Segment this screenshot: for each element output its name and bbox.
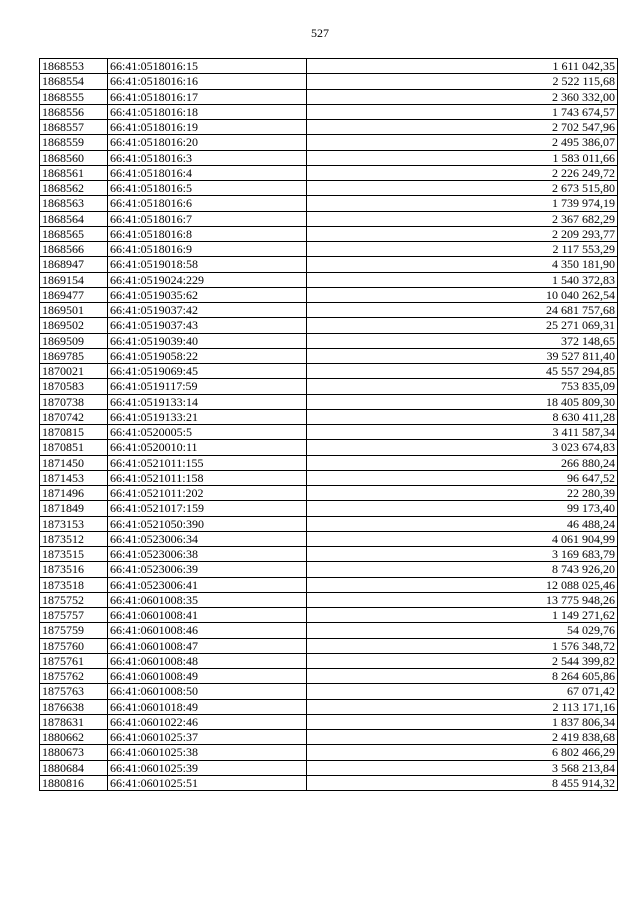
cadastral-number-cell: 66:41:0518016:16 [108,74,307,89]
table-row [40,562,618,577]
cadastral-number-cell: 66:41:0601025:37 [108,730,307,745]
cadastral-number-cell: 66:41:0518016:17 [108,89,307,104]
cadastral-number-cell: 66:41:0518016:5 [108,181,307,196]
record-id-cell: 1870815 [40,425,108,440]
record-id-cell: 1869509 [40,333,108,348]
record-id-cell: 1873516 [40,562,108,577]
table-row [40,409,618,424]
cadastral-value-cell: 2 226 249,72 [307,165,618,180]
cadastral-value-cell: 2 419 838,68 [307,730,618,745]
record-id-cell: 1868555 [40,89,108,104]
cadastral-number-cell: 66:41:0521050:390 [108,516,307,531]
record-id-cell: 1868560 [40,150,108,165]
record-id-cell: 1868561 [40,165,108,180]
record-id-cell: 1869477 [40,287,108,302]
cadastral-number-cell: 66:41:0521011:202 [108,486,307,501]
cadastral-number-cell: 66:41:0523006:34 [108,531,307,546]
cadastral-value-cell: 8 264 605,86 [307,669,618,684]
cadastral-number-cell: 66:41:0519035:62 [108,287,307,302]
cadastral-number-cell: 66:41:0601008:50 [108,684,307,699]
cadastral-value-cell: 2 522 115,68 [307,74,618,89]
cadastral-number-cell: 66:41:0518016:9 [108,242,307,257]
record-id-cell: 1880662 [40,730,108,745]
cadastral-value-table [39,58,618,791]
cadastral-value-cell: 8 630 411,28 [307,409,618,424]
record-id-cell: 1868564 [40,211,108,226]
record-id-cell: 1871849 [40,501,108,516]
table-row [40,638,618,653]
record-id-cell: 1875759 [40,623,108,638]
record-id-cell: 1870583 [40,379,108,394]
table-row [40,348,618,363]
cadastral-value-cell: 10 040 262,54 [307,287,618,302]
cadastral-value-cell: 1 583 011,66 [307,150,618,165]
record-id-cell: 1870021 [40,364,108,379]
cadastral-value-cell: 18 405 809,30 [307,394,618,409]
cadastral-value-cell: 12 088 025,46 [307,577,618,592]
table-row [40,364,618,379]
cadastral-value-cell: 1 611 042,35 [307,59,618,74]
record-id-cell: 1873518 [40,577,108,592]
cadastral-value-cell: 67 071,42 [307,684,618,699]
record-id-cell: 1875757 [40,608,108,623]
cadastral-value-cell: 1 837 806,34 [307,714,618,729]
cadastral-value-cell: 372 148,65 [307,333,618,348]
cadastral-number-cell: 66:41:0601008:48 [108,653,307,668]
cadastral-number-cell: 66:41:0518016:6 [108,196,307,211]
table-row [40,775,618,790]
table-row [40,699,618,714]
record-id-cell: 1875762 [40,669,108,684]
cadastral-value-cell: 13 775 948,26 [307,592,618,607]
cadastral-number-cell: 66:41:0601008:47 [108,638,307,653]
record-id-cell: 1868556 [40,104,108,119]
cadastral-value-cell: 3 023 674,83 [307,440,618,455]
cadastral-value-cell: 1 576 348,72 [307,638,618,653]
cadastral-number-cell: 66:41:0518016:20 [108,135,307,150]
table-row [40,623,618,638]
cadastral-value-cell: 8 743 926,20 [307,562,618,577]
table-row [40,730,618,745]
cadastral-value-cell: 24 681 757,68 [307,303,618,318]
cadastral-number-cell: 66:41:0521017:159 [108,501,307,516]
cadastral-value-cell: 2 360 332,00 [307,89,618,104]
cadastral-number-cell: 66:41:0601008:46 [108,623,307,638]
record-id-cell: 1876638 [40,699,108,714]
record-id-cell: 1868557 [40,120,108,135]
table-row [40,394,618,409]
table-body [40,59,618,791]
table-row [40,89,618,104]
table-row [40,486,618,501]
cadastral-number-cell: 66:41:0519037:42 [108,303,307,318]
record-id-cell: 1871450 [40,455,108,470]
record-id-cell: 1880816 [40,775,108,790]
cadastral-value-cell: 2 117 553,29 [307,242,618,257]
table-row [40,379,618,394]
cadastral-number-cell: 66:41:0518016:3 [108,150,307,165]
table-row [40,760,618,775]
cadastral-number-cell: 66:41:0601008:41 [108,608,307,623]
record-id-cell: 1871496 [40,486,108,501]
table-row [40,745,618,760]
table-row [40,59,618,74]
record-id-cell: 1875763 [40,684,108,699]
cadastral-number-cell: 66:41:0523006:38 [108,547,307,562]
cadastral-number-cell: 66:41:0519133:14 [108,394,307,409]
table-row [40,470,618,485]
record-id-cell: 1873515 [40,547,108,562]
record-id-cell: 1873153 [40,516,108,531]
cadastral-number-cell: 66:41:0601025:38 [108,745,307,760]
table-row [40,333,618,348]
record-id-cell: 1869785 [40,348,108,363]
cadastral-value-cell: 45 557 294,85 [307,364,618,379]
cadastral-value-cell: 2 702 547,96 [307,120,618,135]
cadastral-number-cell: 66:41:0519039:40 [108,333,307,348]
cadastral-value-cell: 753 835,09 [307,379,618,394]
record-id-cell: 1875761 [40,653,108,668]
table-row [40,135,618,150]
cadastral-number-cell: 66:41:0601018:49 [108,699,307,714]
cadastral-value-cell: 99 173,40 [307,501,618,516]
table-row [40,287,618,302]
cadastral-number-cell: 66:41:0601008:35 [108,592,307,607]
cadastral-value-cell: 54 029,76 [307,623,618,638]
cadastral-value-cell: 4 061 904,99 [307,531,618,546]
cadastral-number-cell: 66:41:0520010:11 [108,440,307,455]
cadastral-value-cell: 3 568 213,84 [307,760,618,775]
page-number: 527 [311,26,329,40]
table-row [40,181,618,196]
record-id-cell: 1869502 [40,318,108,333]
cadastral-number-cell: 66:41:0601022:46 [108,714,307,729]
table-row [40,592,618,607]
record-id-cell: 1880684 [40,760,108,775]
cadastral-value-cell: 1 743 674,57 [307,104,618,119]
cadastral-value-cell: 22 280,39 [307,486,618,501]
cadastral-value-cell: 1 149 271,62 [307,608,618,623]
cadastral-number-cell: 66:41:0523006:41 [108,577,307,592]
table-row [40,501,618,516]
table-row [40,74,618,89]
cadastral-number-cell: 66:41:0518016:15 [108,59,307,74]
cadastral-number-cell: 66:41:0518016:19 [108,120,307,135]
cadastral-value-cell: 25 271 069,31 [307,318,618,333]
record-id-cell: 1869154 [40,272,108,287]
table-row [40,196,618,211]
table-row [40,104,618,119]
table-row [40,165,618,180]
cadastral-value-cell: 46 488,24 [307,516,618,531]
cadastral-number-cell: 66:41:0519018:58 [108,257,307,272]
table-row [40,303,618,318]
table-row [40,455,618,470]
table-row [40,684,618,699]
record-id-cell: 1875752 [40,592,108,607]
cadastral-number-cell: 66:41:0518016:4 [108,165,307,180]
record-id-cell: 1871453 [40,470,108,485]
record-id-cell: 1868947 [40,257,108,272]
cadastral-value-cell: 2 209 293,77 [307,226,618,241]
table-row [40,714,618,729]
cadastral-number-cell: 66:41:0520005:5 [108,425,307,440]
cadastral-value-cell: 4 350 181,90 [307,257,618,272]
record-id-cell: 1870851 [40,440,108,455]
record-id-cell: 1868559 [40,135,108,150]
record-id-cell: 1868566 [40,242,108,257]
table-row [40,272,618,287]
record-id-cell: 1868562 [40,181,108,196]
table-row [40,516,618,531]
cadastral-value-cell: 2 113 171,16 [307,699,618,714]
record-id-cell: 1868554 [40,74,108,89]
table-row [40,577,618,592]
cadastral-number-cell: 66:41:0523006:39 [108,562,307,577]
cadastral-number-cell: 66:41:0601008:49 [108,669,307,684]
cadastral-value-cell: 8 455 914,32 [307,775,618,790]
record-id-cell: 1868565 [40,226,108,241]
table-row [40,150,618,165]
record-id-cell: 1870742 [40,409,108,424]
cadastral-value-cell: 39 527 811,40 [307,348,618,363]
cadastral-number-cell: 66:41:0518016:7 [108,211,307,226]
cadastral-value-cell: 3 411 587,34 [307,425,618,440]
table-row [40,318,618,333]
cadastral-value-cell: 6 802 466,29 [307,745,618,760]
cadastral-value-cell: 3 169 683,79 [307,547,618,562]
table-row [40,669,618,684]
table-row [40,226,618,241]
table-row [40,547,618,562]
cadastral-number-cell: 66:41:0601025:51 [108,775,307,790]
record-id-cell: 1870738 [40,394,108,409]
record-id-cell: 1868553 [40,59,108,74]
cadastral-value-cell: 1 739 974,19 [307,196,618,211]
table-row [40,440,618,455]
cadastral-number-cell: 66:41:0518016:8 [108,226,307,241]
cadastral-number-cell: 66:41:0519024:229 [108,272,307,287]
record-id-cell: 1880673 [40,745,108,760]
cadastral-number-cell: 66:41:0519058:22 [108,348,307,363]
cadastral-value-cell: 1 540 372,83 [307,272,618,287]
cadastral-number-cell: 66:41:0518016:18 [108,104,307,119]
cadastral-value-cell: 2 673 515,80 [307,181,618,196]
table-row [40,425,618,440]
cadastral-value-cell: 2 495 386,07 [307,135,618,150]
record-id-cell: 1868563 [40,196,108,211]
cadastral-value-cell: 266 880,24 [307,455,618,470]
table-row [40,531,618,546]
cadastral-value-cell: 96 647,52 [307,470,618,485]
cadastral-number-cell: 66:41:0601025:39 [108,760,307,775]
cadastral-number-cell: 66:41:0519069:45 [108,364,307,379]
record-id-cell: 1869501 [40,303,108,318]
table-row [40,120,618,135]
record-id-cell: 1875760 [40,638,108,653]
cadastral-number-cell: 66:41:0519133:21 [108,409,307,424]
record-id-cell: 1878631 [40,714,108,729]
table-row [40,211,618,226]
cadastral-number-cell: 66:41:0519037:43 [108,318,307,333]
table-row [40,242,618,257]
cadastral-number-cell: 66:41:0519117:59 [108,379,307,394]
cadastral-number-cell: 66:41:0521011:155 [108,455,307,470]
cadastral-number-cell: 66:41:0521011:158 [108,470,307,485]
table-row [40,608,618,623]
table-row [40,653,618,668]
record-id-cell: 1873512 [40,531,108,546]
cadastral-value-cell: 2 544 399,82 [307,653,618,668]
cadastral-value-cell: 2 367 682,29 [307,211,618,226]
table-row [40,257,618,272]
